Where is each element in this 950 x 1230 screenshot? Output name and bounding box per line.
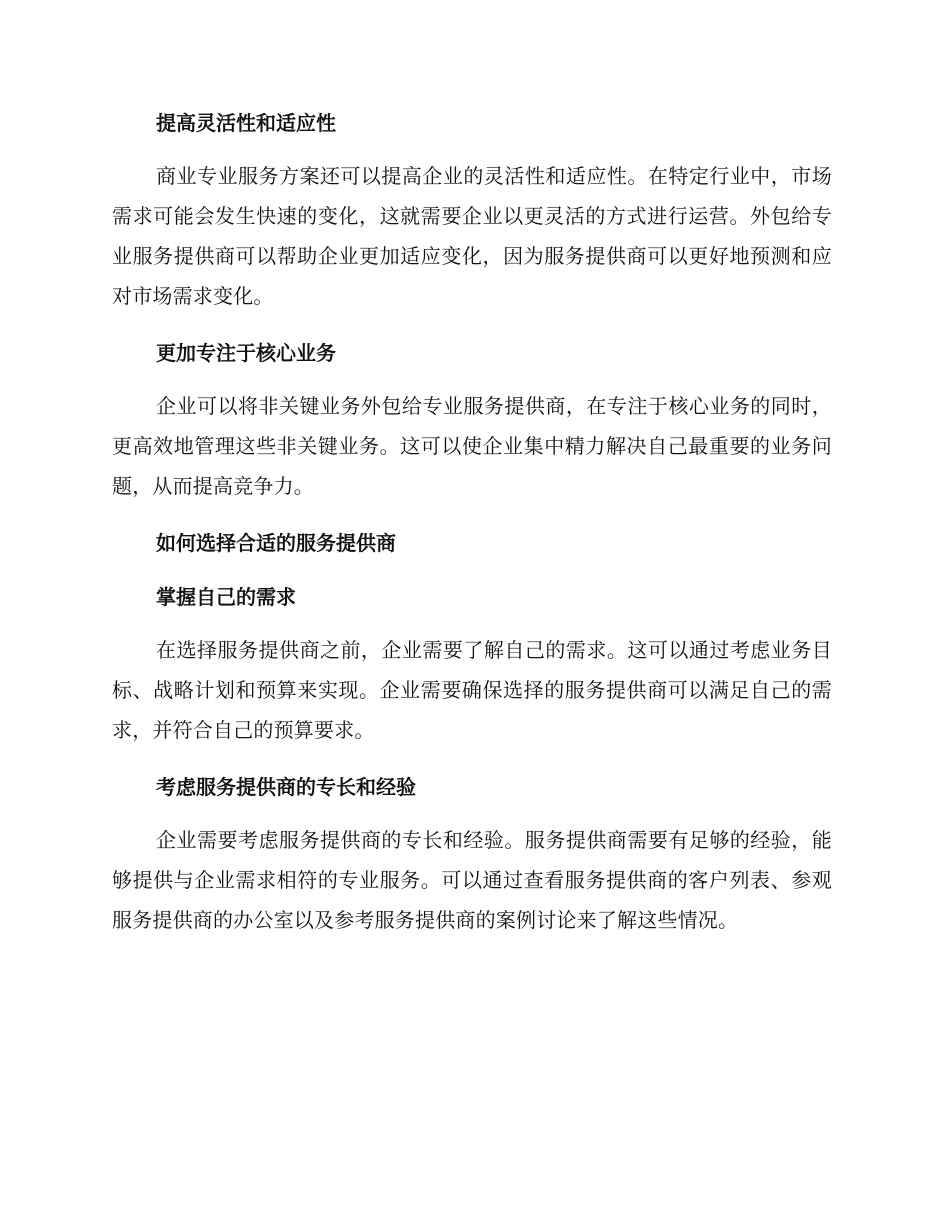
section-heading-expertise: 考虑服务提供商的专长和经验 [156,775,416,799]
document-page [112,108,832,940]
section-paragraph-core-business: 企业可以将非关键业务外包给专业服务提供商，在专注于核心业务的同时，更高效地管理这些非关键业务。这可以使企业集中精力解决自己最重要的业务问题，从而提高竞争力。 [112,394,832,498]
section-heading-flexibility: 提高灵活性和适应性 [156,111,336,135]
section-paragraph-expertise: 企业需要考虑服务提供商的专长和经验。服务提供商需要有足够的经验，能够提供与企业需求相符的专业服务。可以通过查看服务提供商的客户列表、参观服务提供商的办公室以及参考服务提供商的案例讨论来了解这些情况。 [112,828,832,932]
section-paragraph-flexibility: 商业专业服务方案还可以提高企业的灵活性和适应性。在特定行业中，市场需求可能会发生快速的变化，这就需要企业以更灵活的方式进行运营。外包给专业服务提供商可以帮助企业更加适应变化，因为服务提供商可以更好地预测和应对市场需求变化。 [112,164,832,308]
section-paragraph-own-needs: 在选择服务提供商之前，企业需要了解自己的需求。这可以通过考虑业务目标、战略计划和预算来实现。企业需要确保选择的服务提供商可以满足自己的需求，并符合自己的预算要求。 [112,638,832,742]
section-heading-own-needs: 掌握自己的需求 [156,585,296,609]
section-heading-core-business: 更加专注于核心业务 [156,341,336,365]
section-heading-choose-provider: 如何选择合适的服务提供商 [156,531,396,555]
